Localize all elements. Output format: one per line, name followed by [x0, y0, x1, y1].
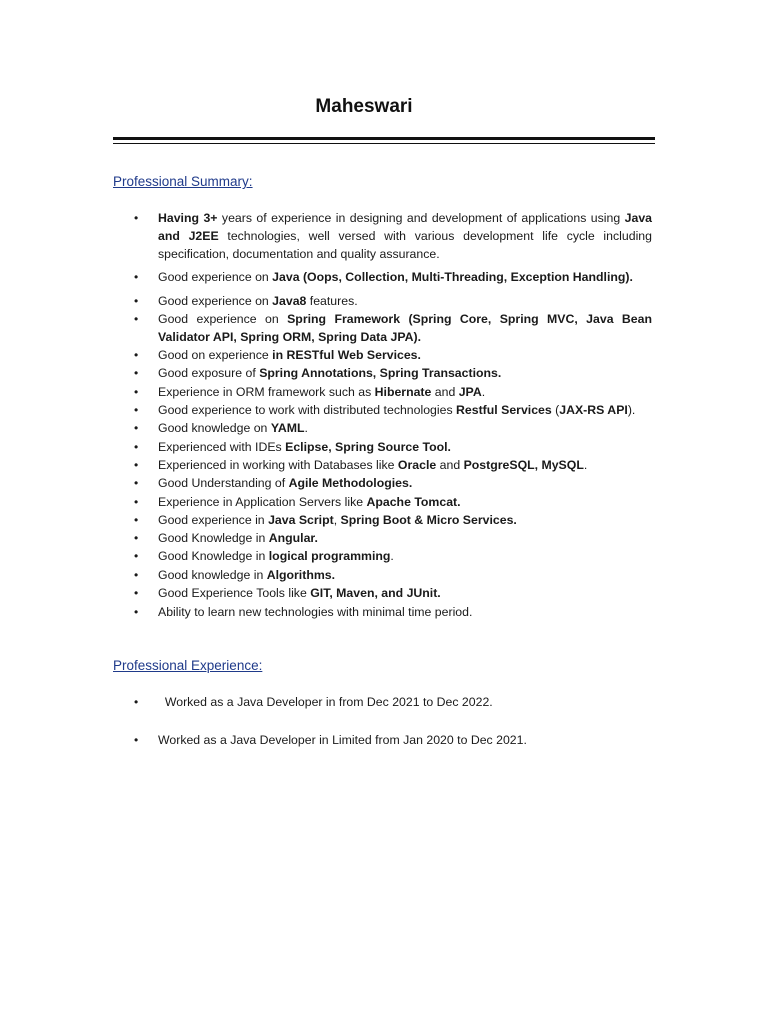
summary-list-item-text: [158, 419, 652, 437]
text-run: Good experience on: [158, 312, 288, 326]
bullet-icon: •: [134, 586, 139, 600]
text-run: and: [431, 385, 459, 399]
bullet-icon: •: [134, 385, 139, 399]
bold-text-run: PostgreSQL, MySQL: [463, 458, 584, 472]
summary-list-item-text: [158, 456, 652, 474]
bullet-icon: •: [134, 495, 139, 509]
text-run: Experience in ORM framework such as: [158, 385, 375, 399]
text-run: Experienced with IDEs: [158, 440, 286, 454]
text-run: Good experience on: [158, 294, 273, 308]
text-run: features.: [306, 294, 358, 308]
professional-summary-heading: Professional Summary:: [113, 174, 253, 189]
summary-list-item-text: [158, 364, 652, 382]
summary-list-item-text: [158, 529, 652, 547]
summary-list-item-text: [158, 493, 652, 511]
bullet-icon: •: [134, 458, 139, 472]
text-run: and: [436, 458, 464, 472]
text-run: Good experience to work with distributed technologies: [158, 403, 457, 417]
bold-text-run: Hibernate: [374, 385, 432, 399]
bold-text-run: Having 3+: [158, 211, 218, 225]
text-run: technologies, well versed with various development life cycle including specification, documentation and quality assurance.: [158, 229, 656, 261]
summary-list-item-text: [158, 401, 652, 419]
experience-list-item-text: [158, 693, 652, 711]
bold-text-run: Agile Methodologies.: [288, 476, 413, 490]
bullet-icon: •: [134, 312, 139, 326]
bold-text-run: Spring Annotations, Spring Transactions.: [259, 366, 502, 380]
text-run: Good on experience: [158, 348, 273, 362]
text-run: .: [304, 421, 308, 435]
bullet-icon: •: [134, 733, 139, 747]
bullet-icon: •: [134, 348, 139, 362]
text-run: Worked as a Java Developer in from Dec 2021 to Dec 2022.: [158, 695, 493, 709]
text-run: Good Knowledge in: [158, 531, 269, 545]
bold-text-run: logical programming: [268, 549, 391, 563]
bold-text-run: Java Script: [268, 513, 334, 527]
text-run: Good knowledge in: [158, 568, 267, 582]
candidate-name: Maheswari: [315, 96, 413, 117]
summary-list-item-text: [158, 438, 652, 456]
bold-text-run: Java8: [272, 294, 307, 308]
text-run: years of experience in designing and development of applications using: [217, 211, 625, 225]
bold-text-run: Eclipse, Spring Source Tool.: [285, 440, 451, 454]
professional-experience-heading: Professional Experience:: [113, 658, 263, 673]
bullet-icon: •: [134, 294, 139, 308]
summary-list-item-text: [158, 383, 652, 401]
summary-list-item-text: [158, 474, 652, 492]
text-run: Good exposure of: [158, 366, 260, 380]
text-run: Good experience in: [158, 513, 269, 527]
text-run: Good knowledge on: [158, 421, 271, 435]
text-run: ).: [627, 403, 636, 417]
text-run: Good Understanding of: [158, 476, 289, 490]
bullet-icon: •: [134, 270, 139, 284]
text-run: Ability to learn new technologies with minimal time period.: [158, 605, 473, 619]
summary-list-item-text: [158, 346, 652, 364]
bold-text-run: Spring Framework (Spring Core, Spring MVC, Java Bean Validator API, Spring ORM, Spring Data JPA).: [158, 312, 652, 344]
bold-text-run: YAML: [270, 421, 305, 435]
bullet-icon: •: [134, 403, 139, 417]
text-run: .: [583, 458, 588, 472]
bold-text-run: GIT, Maven, and JUnit.: [310, 586, 441, 600]
summary-list-item-text: [158, 584, 652, 602]
bold-text-run: JAX-RS API: [559, 403, 628, 417]
bullet-icon: •: [134, 568, 139, 582]
bullet-icon: •: [134, 513, 139, 527]
summary-list-item-text: [158, 268, 652, 286]
summary-list-item-text: [158, 292, 652, 310]
bullet-icon: •: [134, 476, 139, 490]
header-rule-thick: [113, 137, 655, 140]
bold-text-run: in RESTful Web Services.: [272, 348, 421, 362]
text-run: (: [551, 403, 560, 417]
bullet-icon: •: [134, 440, 139, 454]
text-run: Good Knowledge in: [158, 549, 269, 563]
summary-list-item-text: [158, 547, 652, 565]
text-run: .: [481, 385, 486, 399]
bullet-icon: •: [134, 366, 139, 380]
summary-list-item-text: [158, 209, 656, 263]
summary-list-item-text: [158, 603, 652, 621]
header-rule-thin: [113, 143, 655, 144]
text-run: ,: [333, 513, 341, 527]
summary-list-item-text: [158, 511, 652, 529]
bold-text-run: JPA: [458, 385, 482, 399]
bold-text-run: Java and J2EE: [158, 211, 652, 243]
bold-text-run: Oracle: [397, 458, 437, 472]
bullet-icon: •: [134, 531, 139, 545]
text-run: .: [390, 549, 394, 563]
text-run: Good experience on: [158, 270, 273, 284]
text-run: Good Experience Tools like: [158, 586, 311, 600]
bullet-icon: •: [134, 695, 139, 709]
text-run: Experienced in working with Databases like: [158, 458, 398, 472]
bold-text-run: Restful Services: [456, 403, 552, 417]
bold-text-run: Apache Tomcat.: [366, 495, 461, 509]
bold-text-run: Algorithms.: [266, 568, 336, 582]
experience-list-item-text: [158, 731, 652, 749]
bullet-icon: •: [134, 605, 139, 619]
bullet-icon: •: [134, 549, 139, 563]
summary-list-item-text: [158, 566, 652, 584]
text-run: Experience in Application Servers like: [158, 495, 367, 509]
bullet-icon: •: [134, 211, 139, 225]
bold-text-run: Angular.: [268, 531, 318, 545]
bold-text-run: Spring Boot & Micro Services.: [340, 513, 517, 527]
bullet-icon: •: [134, 421, 139, 435]
summary-list-item-text: [158, 310, 652, 346]
bold-text-run: Java (Oops, Collection, Multi-Threading, Exception Handling).: [272, 270, 633, 284]
text-run: Worked as a Java Developer in Limited from Jan 2020 to Dec 2021.: [158, 733, 527, 747]
